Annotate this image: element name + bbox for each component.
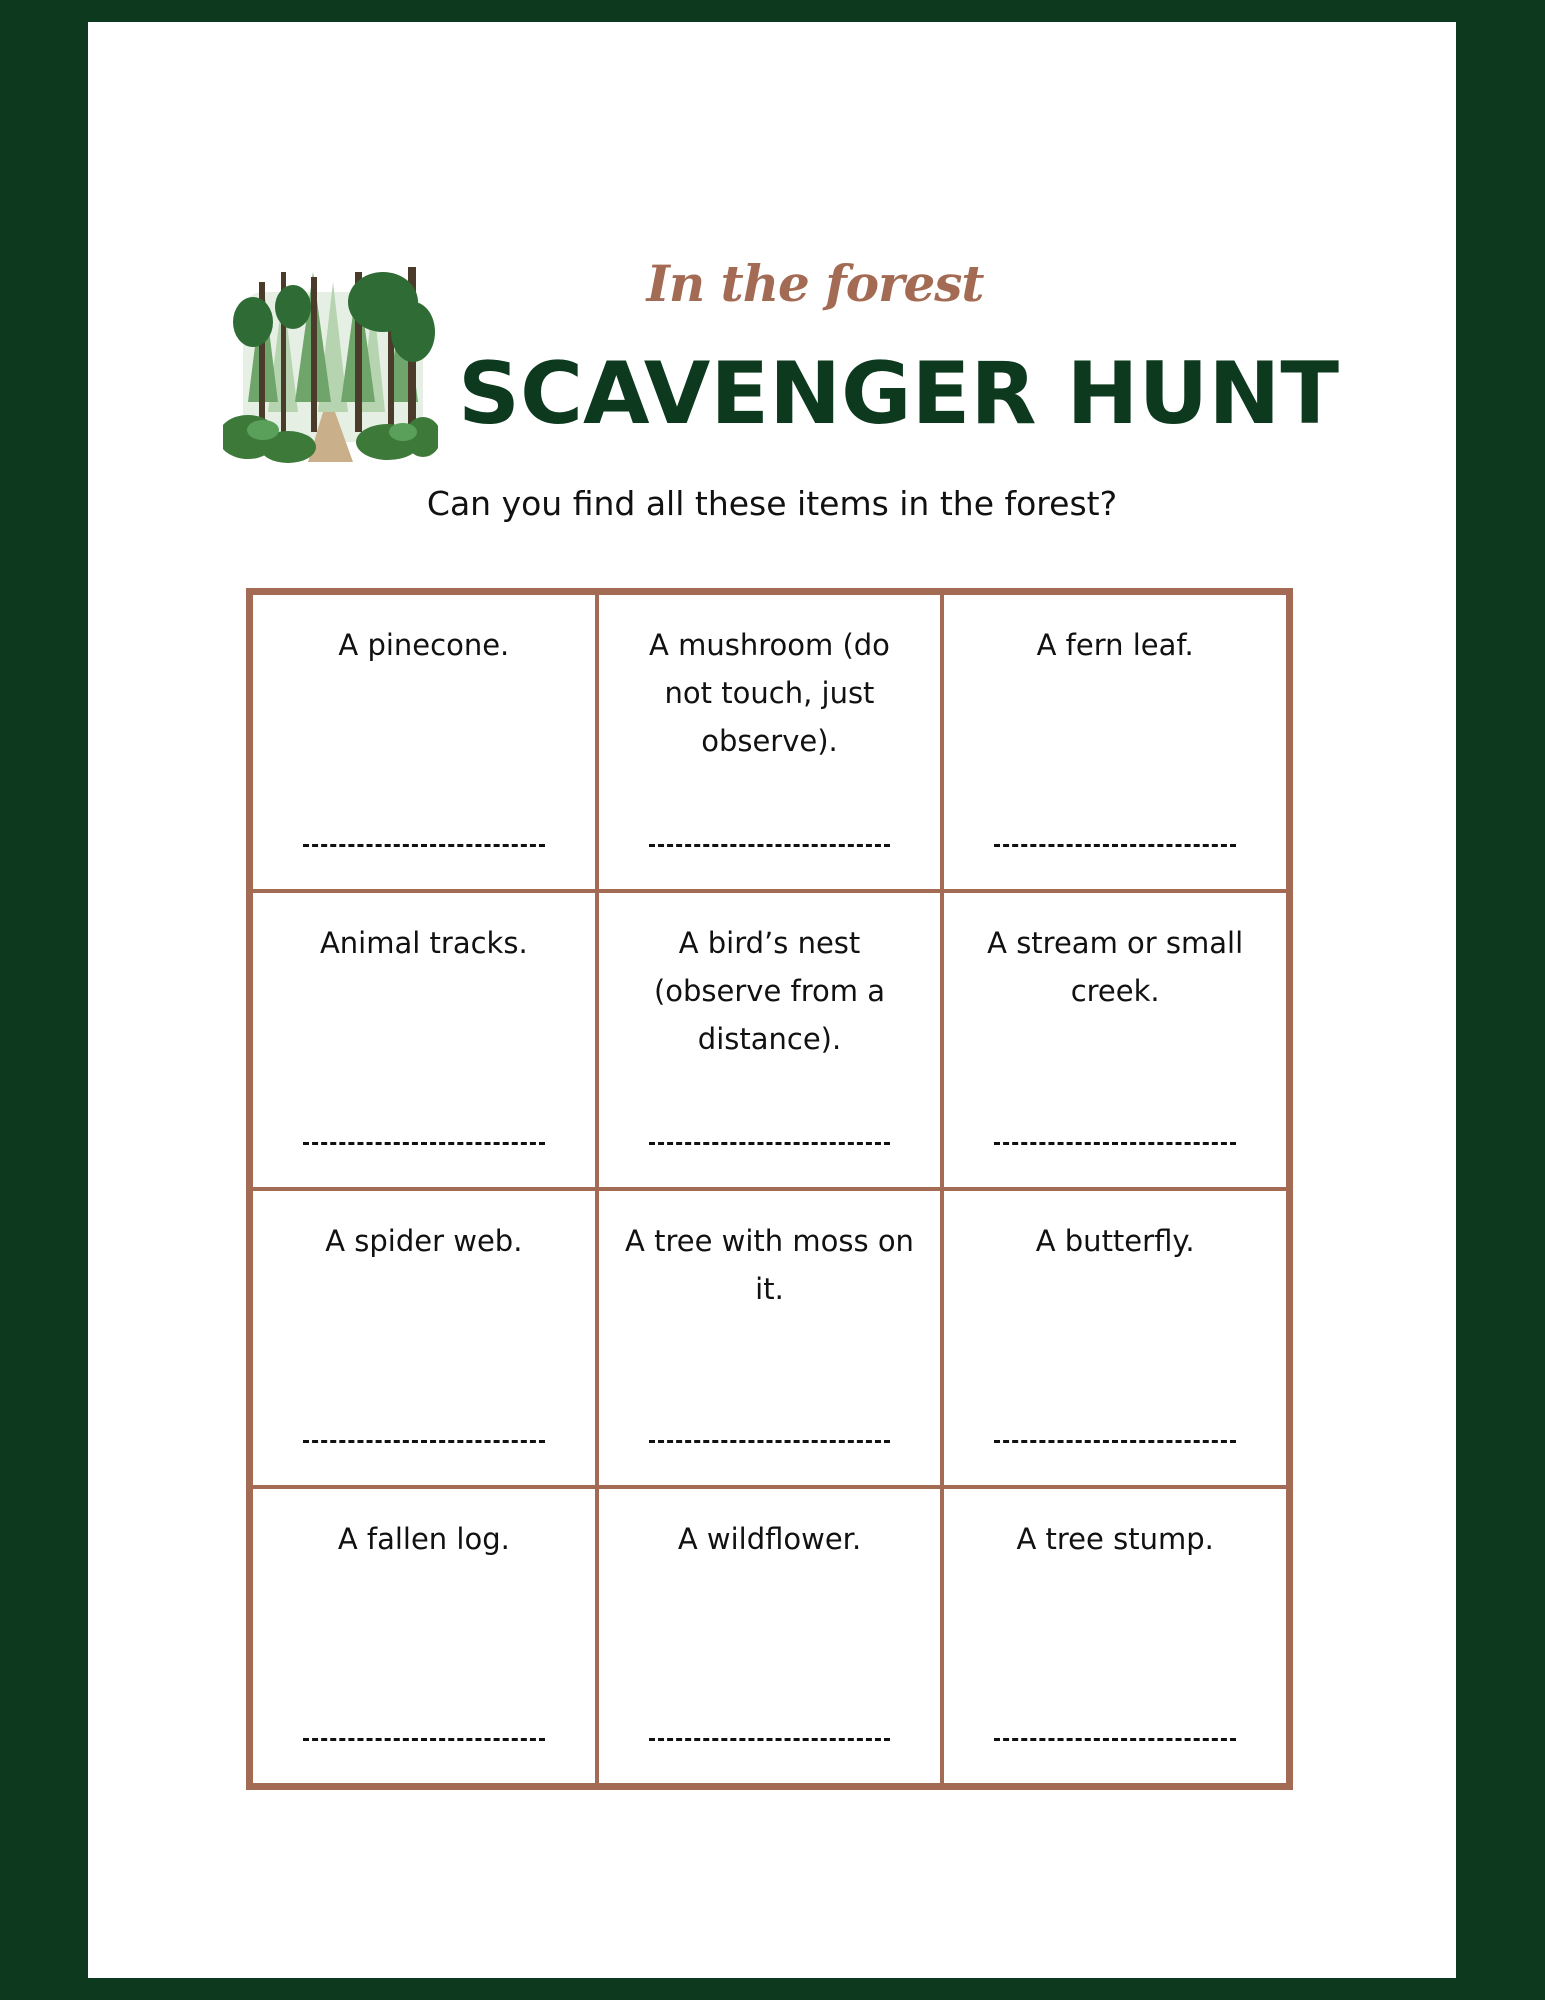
item-label: A bird’s nest (observe from a distance). xyxy=(653,926,886,1056)
answer-line[interactable] xyxy=(994,1142,1236,1145)
item-cell[interactable] xyxy=(251,1487,597,1785)
answer-line[interactable] xyxy=(649,1738,891,1741)
item-cell[interactable] xyxy=(942,1487,1288,1785)
instructions: Can you find all these items in the forest? xyxy=(426,484,1118,523)
item-cell[interactable] xyxy=(942,593,1288,891)
item-cell[interactable] xyxy=(251,1189,597,1487)
item-label: A mushroom (do not touch, just observe). xyxy=(649,628,890,758)
answer-line[interactable] xyxy=(994,1738,1236,1741)
answer-line[interactable] xyxy=(649,844,891,847)
worksheet-page xyxy=(88,22,1456,1978)
answer-line[interactable] xyxy=(649,1142,891,1145)
item-cell[interactable] xyxy=(942,891,1288,1189)
item-cell[interactable] xyxy=(597,1487,943,1785)
item-cell[interactable] xyxy=(251,891,597,1189)
item-label: A stream or small creek. xyxy=(987,926,1244,1008)
item-cell[interactable] xyxy=(597,593,943,891)
item-cell[interactable] xyxy=(251,593,597,891)
item-label: A fallen log. xyxy=(337,1522,510,1556)
item-cell[interactable] xyxy=(597,1189,943,1487)
answer-line[interactable] xyxy=(994,1440,1236,1443)
item-cell[interactable] xyxy=(942,1189,1288,1487)
answer-line[interactable] xyxy=(649,1440,891,1443)
page-title: SCAVENGER HUNT xyxy=(458,344,1339,444)
item-label: A butterfly. xyxy=(1035,1224,1195,1258)
page-subtitle: In the forest xyxy=(646,254,984,313)
answer-line[interactable] xyxy=(303,844,545,847)
item-cell[interactable] xyxy=(597,891,943,1189)
answer-line[interactable] xyxy=(303,1738,545,1741)
answer-line[interactable] xyxy=(303,1142,545,1145)
item-label: A spider web. xyxy=(325,1224,523,1258)
forest-trees-icon xyxy=(223,262,438,467)
item-label: A tree stump. xyxy=(1016,1522,1214,1556)
item-label: A tree with moss on it. xyxy=(625,1224,914,1306)
answer-line[interactable] xyxy=(994,844,1236,847)
item-label: Animal tracks. xyxy=(319,926,528,960)
answer-line[interactable] xyxy=(303,1440,545,1443)
item-label: A fern leaf. xyxy=(1036,628,1194,662)
item-label: A wildflower. xyxy=(677,1522,862,1556)
item-label: A pinecone. xyxy=(338,628,510,662)
scavenger-grid xyxy=(246,588,1293,1790)
